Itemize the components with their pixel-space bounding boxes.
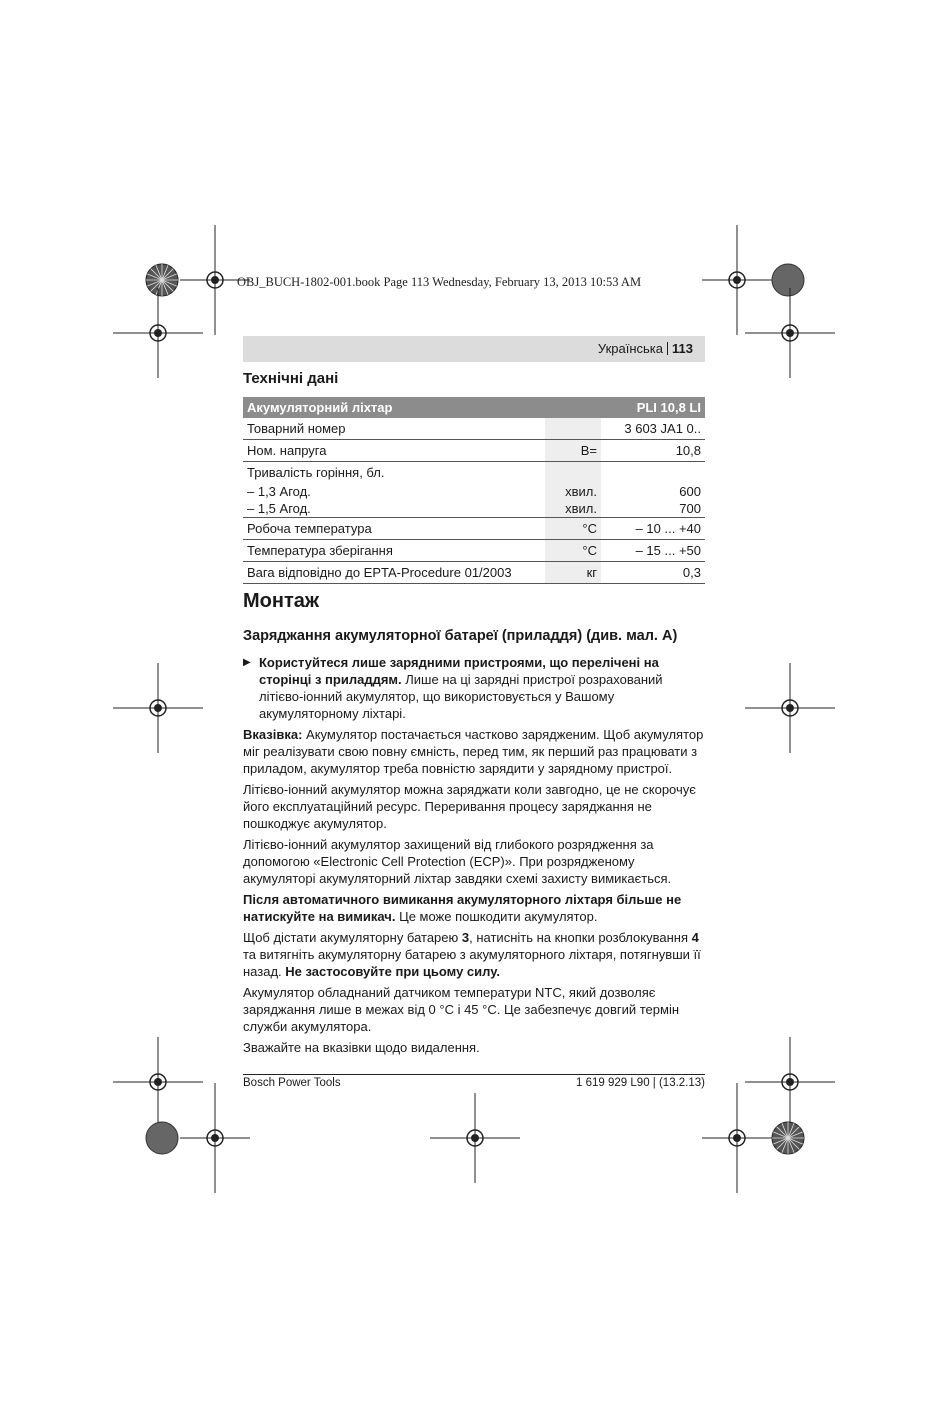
note-paragraph (243, 726, 705, 777)
body-text (243, 654, 705, 1060)
spec-value: 3 603 JA1 0.. (601, 418, 705, 440)
paragraph: Акумулятор обладнаний датчиком температури NTC, який дозволяє заряджання лише в межах від 0 °C і 45 °C. Це забезпечує довгий термін служби акумулятора. (243, 985, 680, 1034)
print-header: OBJ_BUCH-1802-001.book Page 113 Wednesday, February 13, 2013 10:53 AM (237, 275, 642, 289)
text-run: та витягніть акумуляторну батарею з акумуляторного ліхтаря, потягнувши її назад. (243, 947, 701, 979)
table-row (243, 418, 705, 440)
spec-unit: В= (545, 440, 601, 462)
table-row (243, 518, 705, 540)
header-divider (667, 342, 668, 355)
spec-value: 0,3 (601, 562, 705, 584)
note-label: Вказівка: (243, 727, 303, 742)
paragraph (243, 929, 705, 980)
paragraph (243, 891, 705, 925)
spec-value: 700 (601, 500, 705, 518)
montage-heading: Монтаж (243, 590, 320, 612)
text-run: Щоб дістати акумуляторну батарею (243, 930, 462, 945)
tech-data-heading: Технічні дані (243, 370, 339, 387)
page-header (598, 341, 693, 356)
warning-text: Це може пошкодити акумулятор. (395, 909, 598, 924)
spec-header-model: PLI 10,8 LI (601, 397, 705, 418)
spec-table (243, 397, 705, 584)
paragraph: Зважайте на вказівки щодо видалення. (243, 1040, 480, 1055)
footer-rule (243, 1074, 705, 1075)
spec-label: Товарний номер (243, 418, 545, 440)
paragraph: Літієво-іонний акумулятор можна заряджати коли завгодно, це не скорочує його експлуатаційний ресурс. Переривання процесу заряджання не пошкоджує акумулятор. (243, 782, 696, 831)
table-row (243, 562, 705, 584)
spec-unit: хвил. (545, 500, 601, 518)
spec-unit: °C (545, 518, 601, 540)
spec-unit: хвил. (545, 483, 601, 500)
spec-unit (545, 418, 601, 440)
table-row (243, 483, 705, 500)
bullet-bold: Користуйтеся лише зарядними пристроями, що перелічені на сторінці з приладдям. (259, 655, 659, 687)
spec-label: – 1,5 Агод. (243, 500, 545, 518)
table-row (243, 462, 705, 484)
warning-bold: Після автоматичного вимикання акумуляторного ліхтаря більше не натискуйте на вимикач. (243, 892, 682, 924)
spec-value: 10,8 (601, 440, 705, 462)
language-label: Українська (597, 341, 664, 356)
spec-label: Робоча температура (243, 518, 545, 540)
footer-brand: Bosch Power Tools (243, 1077, 341, 1089)
ref-number: 4 (691, 930, 699, 945)
spec-label: Ном. напруга (243, 440, 545, 462)
ref-number: 3 (461, 930, 470, 945)
text-run: , натисніть на кнопки розблокування (469, 930, 692, 945)
spec-value: 600 (679, 484, 701, 499)
footer-doc-number: 1 619 929 L90 | (13.2.13) (576, 1077, 705, 1089)
caution-bold: Не застосовуйте при цьому силу. (285, 964, 500, 979)
spec-label: Тривалість горіння, бл. (247, 465, 385, 480)
spec-unit (545, 462, 601, 484)
bullet-text: Лише на ці зарядні пристрої розрахований літієво-іонний акумулятор, що використовується у Вашому акумуляторному ліхтарі. (259, 672, 663, 721)
bullet-paragraph (243, 654, 705, 722)
triangle-bullet-icon: ▶ (243, 657, 251, 668)
note-text: Акумулятор постачається частково зарядженим. Щоб акумулятор міг реалізувати свою повну ємність, перед тим, як перший раз працювати з приладом, акумулятор треба повністю зарядити у зарядному пристрої. (243, 727, 704, 776)
spec-header-product: Акумуляторний ліхтар (243, 397, 601, 418)
spec-label: – 1,3 Агод. (247, 484, 311, 499)
spec-value: – 10 ... +40 (601, 518, 705, 540)
spec-unit: кг (545, 562, 601, 584)
spec-value: – 15 ... +50 (601, 540, 705, 562)
table-row (243, 440, 705, 462)
spec-unit: °C (545, 540, 601, 562)
table-row (243, 500, 705, 518)
paragraph: Літієво-іонний акумулятор захищений від глибокого розрядження за допомогою «Electronic Cell Protection (ECP)». При розрядженому акумуляторі акумуляторний ліхтар завдяки схемі захисту вимикається. (243, 837, 672, 886)
spec-label: Вага відповідно до EPTA-Procedure 01/2003 (243, 562, 545, 584)
table-row (243, 540, 705, 562)
charging-heading: Заряджання акумуляторної батареї (приладдя) (див. мал. A) (243, 628, 678, 644)
page-number: 113 (672, 341, 693, 356)
spec-label: Температура зберігання (243, 540, 545, 562)
spec-table-header (243, 397, 705, 418)
page-header-bar (243, 336, 705, 362)
spec-value (601, 462, 705, 484)
